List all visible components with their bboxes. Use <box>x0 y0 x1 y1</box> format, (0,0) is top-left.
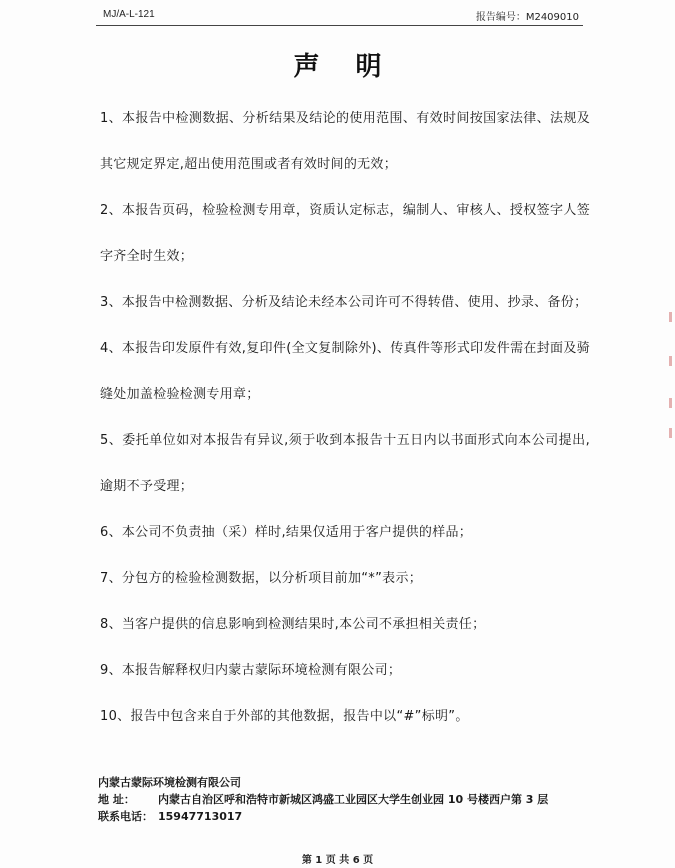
address-label: 地 址： <box>98 793 135 806</box>
clause-6: 6、本公司不负责抽（采）样时,结果仅适用于客户提供的样品； <box>100 525 473 540</box>
company-phone <box>98 808 548 825</box>
clause-7: 7、分包方的检验检测数据，以分析项目前加“*”表示； <box>100 571 423 586</box>
clause-4: 4、本报告印发原件有效,复印件(全文复制除外)、传真件等形式印发件需在封面及骑缝处加盖检验检测专用章； <box>100 341 590 402</box>
clause-10: 10、报告中包含来自于外部的其他数据，报告中以“#”标明”。 <box>100 709 469 724</box>
clause-2: 2、本报告页码，检验检测专用章，资质认定标志，编制人、审核人、授权签字人签字齐全时生效； <box>100 203 590 264</box>
page-title: 声明 <box>293 52 418 82</box>
page-number: 第 1 页 共 6 页 <box>301 855 374 866</box>
phone-value: 15947713017 <box>158 810 243 823</box>
company-address <box>98 791 548 808</box>
company-footer <box>98 774 548 825</box>
company-name: 内蒙古蒙际环境检测有限公司 <box>98 776 241 789</box>
declaration-list <box>100 96 590 740</box>
seam-stamp-mark <box>669 398 672 408</box>
clause-8: 8、当客户提供的信息影响到检测结果时,本公司不承担相关责任； <box>100 617 486 632</box>
phone-label: 联系电话： <box>98 810 153 823</box>
header-divider <box>96 25 583 26</box>
document-code: MJ/A-L-121 <box>103 9 155 20</box>
report-number: 报告编号：M2409010 <box>475 12 579 23</box>
clause-1: 1、本报告中检测数据、分析结果及结论的使用范围、有效时间按国家法律、法规及其它规定界定,超出使用范围或者有效时间的无效； <box>100 111 590 172</box>
clause-9: 9、本报告解释权归内蒙古蒙际环境检测有限公司； <box>100 663 402 678</box>
seam-stamp-mark <box>669 428 672 438</box>
address-value: 内蒙古自治区呼和浩特市新城区鸿盛工业园区大学生创业园 10 号楼西户第 3 层 <box>158 793 549 806</box>
seam-stamp-mark <box>669 356 672 366</box>
clause-5: 5、委托单位如对本报告有异议,须于收到本报告十五日内以书面形式向本公司提出,逾期不予受理； <box>100 433 590 494</box>
seam-stamp-mark <box>669 312 672 322</box>
clause-3: 3、本报告中检测数据、分析及结论未经本公司许可不得转借、使用、抄录、备份； <box>100 295 588 310</box>
